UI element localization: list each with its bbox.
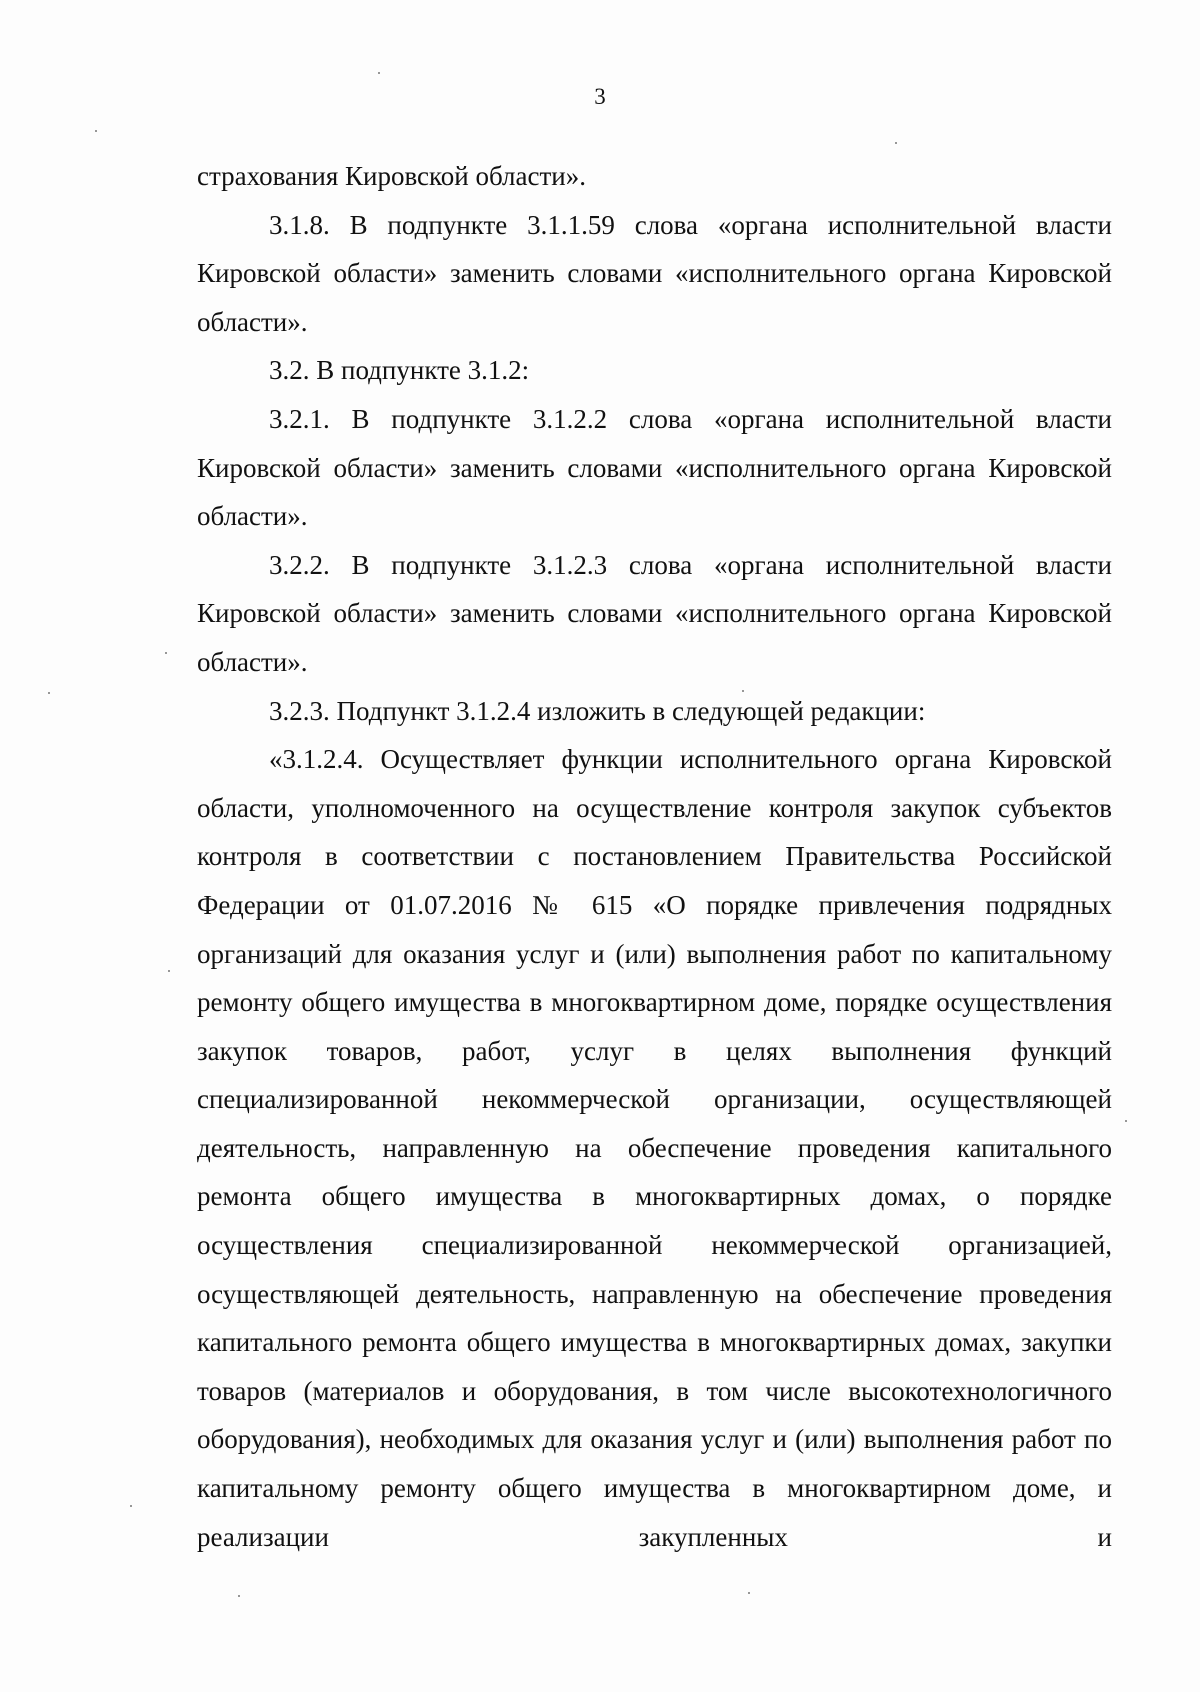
- scan-speck: [130, 1505, 132, 1507]
- page-number: 3: [594, 84, 606, 109]
- paragraph-3-2: 3.2. В подпункте 3.1.2:: [269, 355, 530, 386]
- scan-speck: [168, 970, 170, 972]
- scan-speck: [378, 72, 380, 74]
- scan-speck: [95, 130, 97, 132]
- paragraph-continuation: страхования Кировской области».: [197, 161, 586, 191]
- scan-speck: [742, 690, 744, 692]
- paragraph-3-2-2: 3.2.2. В подпункте 3.1.2.3 слова «органа исполнительной власти Кировской области» заменить словами «исполнительного органа Кировской области».: [197, 549, 1112, 677]
- scan-speck: [1125, 1120, 1127, 1122]
- scan-speck: [895, 142, 897, 144]
- paragraph-3-1-2-4-quote: «3.1.2.4. Осуществляет функции исполнительного органа Кировской области, уполномоченного на осуществление контроля закупок субъектов контроля в соответствии с постановлением Правительства Российской Федерации от 01.07.2016 № 615 «О порядке привлечения подрядных организаций для оказания услуг и (или) выполнения работ по капитальному ремонту общего имущества в многоквартирном доме, порядке осуществления закупок товаров, работ, услуг в целях выполнения функций специализированной некоммерческой организации, осуществляющей деятельность, направленную на обеспечение проведения капитального ремонта общего имущества в многоквартирных домах, о порядке осуществления специализированной некоммерческой организацией, осуществляющей деятельность, направленную на обеспечение проведения капитального ремонта общего имущества в многоквартирных домах, закупки товаров (материалов и оборудования, в том числе высокотехнологичного оборудования), необходимых для оказания услуг и (или) выполнения работ по капитальному ремонту общего имущества в многоквартирном доме, и реализации закупленных и: [197, 744, 1112, 1552]
- paragraph-3-1-8: 3.1.8. В подпункте 3.1.1.59 слова «органа исполнительной власти Кировской области» заменить словами «исполнительного органа Кировской области».: [197, 209, 1112, 337]
- paragraph-3-2-1: 3.2.1. В подпункте 3.1.2.2 слова «органа исполнительной власти Кировской области» заменить словами «исполнительного органа Кировской области».: [197, 403, 1112, 532]
- paragraph-3-2-3: 3.2.3. Подпункт 3.1.2.4 изложить в следующей редакции:: [269, 695, 926, 726]
- scan-speck: [748, 1592, 750, 1594]
- document-body: [197, 152, 1112, 1561]
- scan-speck: [238, 1595, 240, 1597]
- scan-speck: [165, 652, 167, 654]
- scan-speck: [48, 692, 50, 694]
